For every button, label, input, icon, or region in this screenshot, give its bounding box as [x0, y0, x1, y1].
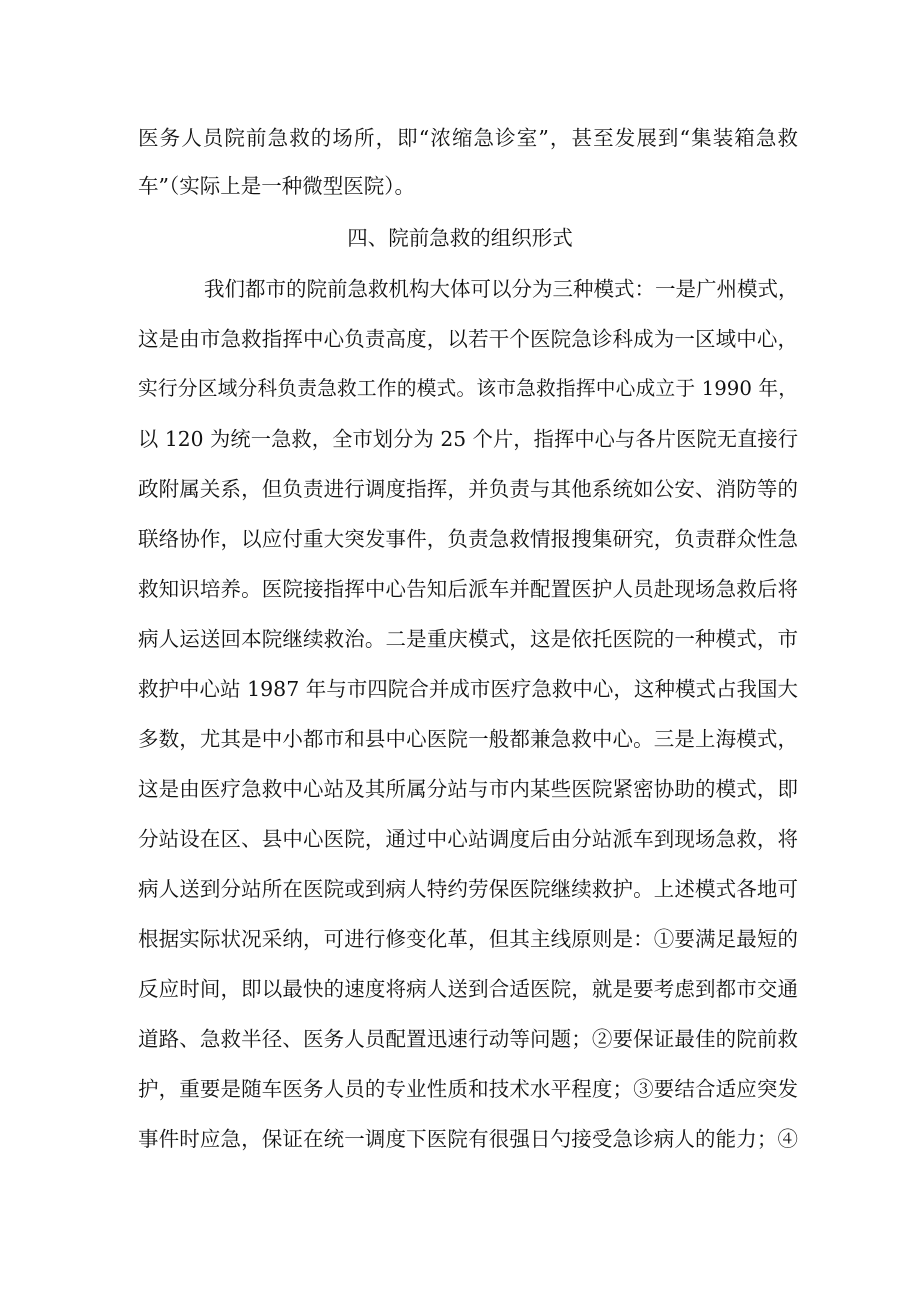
text-line: 联络协作，以应付重大突发事件，负责急救情报搜集研究，负责群众性急: [138, 527, 798, 551]
section-heading: 四、院前急救的组织形式: [347, 226, 573, 250]
text-line: 多数，尤其是中小都市和县中心医院一般都兼急救中心。三是上海模式，: [138, 727, 798, 751]
text-line: 以 120 为统一急救，全市划分为 25 个片，指挥中心与各片医院无直接行: [138, 427, 798, 451]
text-line: 分站设在区、县中心医院，通过中心站调度后由分站派车到现场急救，将: [138, 827, 798, 851]
text-line: 反应时间，即以最快的速度将病人送到合适医院，就是要考虑到都市交通: [138, 977, 798, 1001]
text-line: 实行分区域分科负责急救工作的模式。该市急救指挥中心成立于 1990 年，: [138, 377, 798, 400]
text-line: 病人运送回本院继续救治。二是重庆模式，这是依托医院的一种模式，市: [138, 627, 798, 651]
text-line: 政附属关系，但负责进行调度指挥，并负责与其他系统如公安、消防等的: [138, 477, 798, 501]
text-line: 医务人员院前急救的场所，即“浓缩急诊室”，甚至发展到“集装箱急救: [138, 126, 798, 150]
text-line: 救知识培养。医院接指挥中心告知后派车并配置医护人员赴现场急救后将: [138, 577, 798, 601]
text-line: 这是由医疗急救中心站及其所属分站与市内某些医院紧密协助的模式，即: [138, 777, 798, 801]
paragraph-first-line: 我们都市的院前急救机构大体可以分为三种模式：一是广州模式，: [204, 277, 799, 301]
text-line: 护，重要是随车医务人员的专业性质和技术水平程度；③要结合适应突发: [138, 1077, 798, 1101]
text-line: 事件时应急，保证在统一调度下医院有很强日勺接受急诊病人的能力；④: [138, 1127, 798, 1151]
text-line: 根据实际状况采纳，可进行修变化革，但其主线原则是：①要满足最短的: [138, 927, 798, 951]
text-line: 道路、急救半径、医务人员配置迅速行动等问题；②要保证最佳的院前救: [138, 1027, 798, 1051]
text-line: 车”（实际上是一种微型医院）。: [138, 174, 415, 198]
text-line: 病人送到分站所在医院或到病人特约劳保医院继续救护。上述模式各地可: [138, 877, 798, 901]
text-line: 救护中心站 1987 年与市四院合并成市医疗急救中心，这种模式占我国大: [138, 677, 798, 701]
text-line: 这是由市急救指挥中心负责高度，以若干个医院急诊科成为一区域中心，: [138, 327, 798, 351]
